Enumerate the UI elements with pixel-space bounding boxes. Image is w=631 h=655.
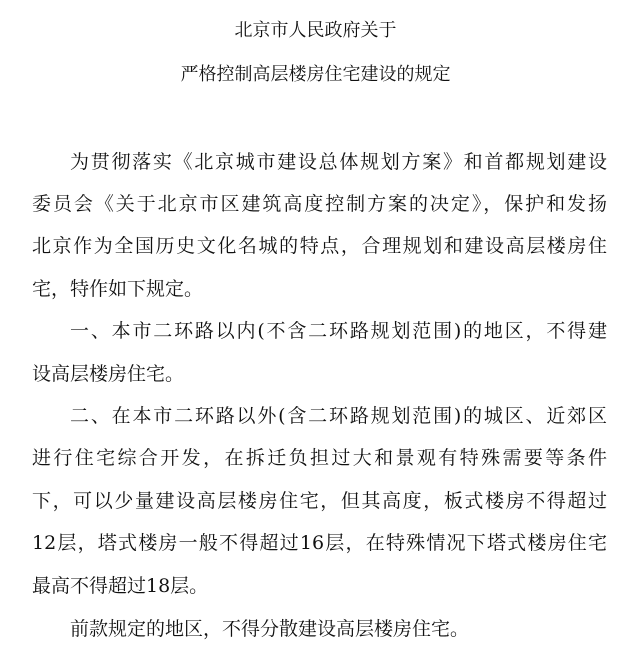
paragraph-4-line-1: 前款规定的地区，不得分散建设高层楼房住宅。 xyxy=(70,618,470,640)
paragraph-3-line-5: 最高不得超过18层。 xyxy=(32,575,209,597)
paragraph-1-line-3: 北京作为全国历史文化名城的特点，合理规划和建设高层楼房住 xyxy=(32,235,607,257)
paragraph-3-line-4: 12层，塔式楼房一般不得超过16层，在特殊情况下塔式楼房住宅 xyxy=(32,532,607,554)
paragraph-3-line-1: 二、在本市二环路以外(含二环路规划范围)的城区、近郊区 xyxy=(70,405,607,427)
paragraph-1-line-1: 为贯彻落实《北京城市建设总体规划方案》和首都规划建设 xyxy=(70,151,607,173)
document-title-line1: 北京市人民政府关于 xyxy=(234,20,397,41)
paragraph-1-line-2: 委员会《关于北京市区建筑高度控制方案的决定》，保护和发扬 xyxy=(32,193,607,215)
paragraph-2-line-2: 设高层楼房住宅。 xyxy=(32,363,185,385)
paragraph-1-line-4: 宅，特作如下规定。 xyxy=(32,278,204,300)
paragraph-3-line-3: 下，可以少量建设高层楼房住宅，但其高度，板式楼房不得超过 xyxy=(32,490,607,512)
paragraph-3-line-2: 进行住宅综合开发，在拆迁负担过大和景观有特殊需要等条件 xyxy=(32,447,607,469)
paragraph-2-line-1: 一、本市二环路以内(不含二环路规划范围)的地区，不得建 xyxy=(70,320,607,342)
document-title-line2: 严格控制高层楼房住宅建设的规定 xyxy=(180,64,451,85)
